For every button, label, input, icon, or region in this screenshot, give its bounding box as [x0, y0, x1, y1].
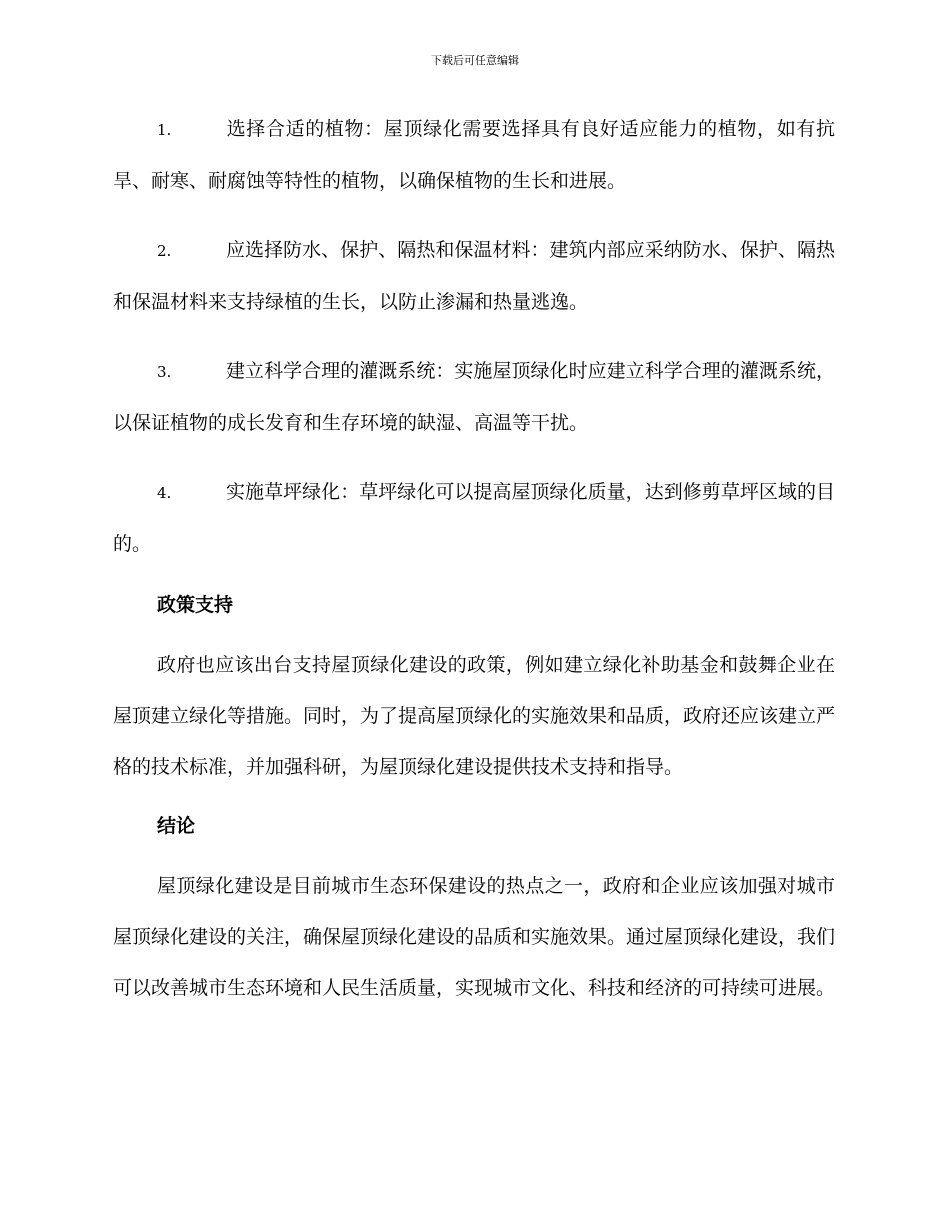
conclusion-paragraph: 屋顶绿化建设是目前城市生态环保建设的热点之一，政府和企业应该加强对城市屋顶绿化建设的关注，确保屋顶绿化建设的品质和实施效果。通过屋顶绿化建设，我们可以改善城市生态环境和人民生活质量，实现城市文化、科技和经济的可持续可进展。	[113, 875, 836, 999]
policy-paragraph: 政府也应该出台支持屋顶绿化建设的政策，例如建立绿化补助基金和鼓舞企业在屋顶建立绿化等措施。同时，为了提高屋顶绿化的实施效果和品质，政府还应该建立严格的技术标准，并加强科研，为屋顶绿化建设提供技术支持和指导。	[113, 654, 836, 778]
list-number: 3.	[157, 363, 172, 381]
list-item-3	[113, 346, 835, 449]
list-item-text: 建立科学合理的灌溉系统：实施屋顶绿化时应建立科学合理的灌溉系统，以保证植物的成长发育和生存环境的缺湿、高温等干扰。	[113, 360, 835, 434]
list-item-2	[113, 225, 835, 328]
list-item-1	[113, 104, 835, 207]
list-item-text: 选择合适的植物：屋顶绿化需要选择具有良好适应能力的植物，如有抗旱、耐寒、耐腐蚀等特性的植物，以确保植物的生长和进展。	[113, 118, 835, 192]
list-number: 1.	[157, 121, 172, 139]
policy-heading: 政策支持	[157, 594, 234, 616]
list-number: 4.	[157, 484, 172, 502]
list-item-4	[113, 467, 835, 570]
page-header: 下载后可任意编辑	[431, 54, 519, 67]
list-item-text: 实施草坪绿化：草坪绿化可以提高屋顶绿化质量，达到修剪草坪区域的目的。	[113, 481, 835, 555]
document-body	[113, 104, 835, 1030]
list-item-text: 应选择防水、保护、隔热和保温材料：建筑内部应采纳防水、保护、隔热和保温材料来支持绿植的生长，以防止渗漏和热量逃逸。	[113, 239, 835, 313]
list-number: 2.	[157, 242, 172, 260]
conclusion-heading: 结论	[157, 815, 196, 837]
